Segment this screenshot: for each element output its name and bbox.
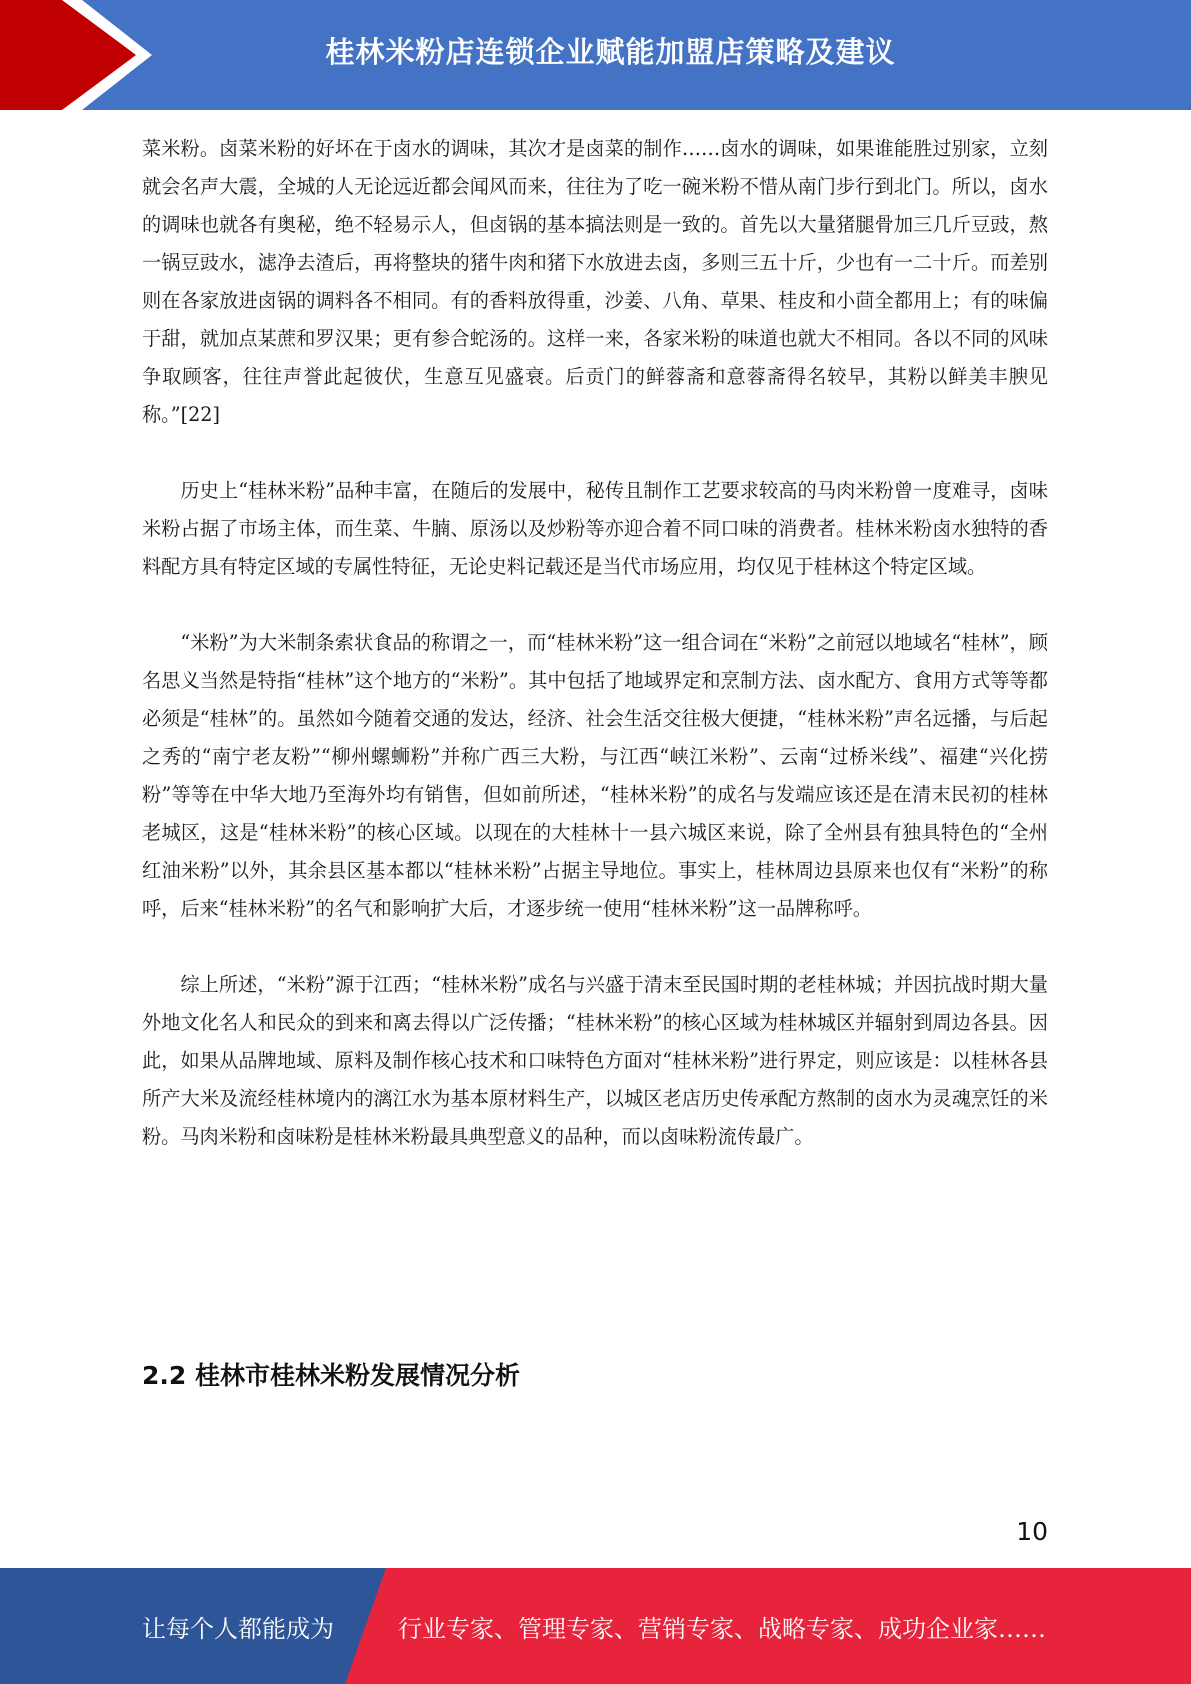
body-paragraph-3: “米粉”为大米制条索状食品的称谓之一，而“桂林米粉”这一组合词在“米粉”之前冠以地域名“桂林”，顾名思义当然是特指“桂林”这个地方的“米粉”。其中包括了地域界定和烹制方法、卤水配方、食用方式等等都必须是“桂林”的。虽然如今随着交通的发达，经济、社会生活交往极大便捷，“桂林米粉”声名远播，与后起之秀的“南宁老友粉”“柳州螺蛳粉”并称广西三大粉，与江西“峡江米粉”、云南“过桥米线”、福建“兴化捞粉”等等在中华大地乃至海外均有销售，但如前所述，“桂林米粉”的成名与发端应该还是在清末民初的桂林老城区，这是“桂林米粉”的核心区域。以现在的大桂林十一县六城区来说，除了全州县有独具特色的“全州红油米粉”以外，其余县区基本都以“桂林米粉”占据主导地位。事实上，桂林周边县原来也仅有“米粉”的称呼，后来“桂林米粉”的名气和影响扩大后，才逐步统一使用“桂林米粉”这一品牌称呼。 [142,631,1048,920]
footer-slogan-right: 行业专家、管理专家、营销专家、战略专家、成功企业家…… [398,1614,1046,1643]
header-title: 桂林米粉店连锁企业赋能加盟店策略及建议 [325,34,896,69]
header-red-chevron [0,0,148,110]
body-paragraph-1: 菜米粉。卤菜米粉的好坏在于卤水的调味，其次才是卤菜的制作……卤水的调味，如果谁能胜过别家，立刻就会名声大震，全城的人无论远近都会闻风而来，往往为了吃一碗米粉不惜从南门步行到北门。所以，卤水的调味也就各有奥秘，绝不轻易示人，但卤锅的基本搞法则是一致的。首先以大量猪腿骨加三几斤豆豉，熬一锅豆豉水，滤净去渣后，再将整块的猪牛肉和猪下水放进去卤，多则三五十斤，少也有一二十斤。而差别则在各家放进卤锅的调料各不相同。有的香料放得重，沙姜、八角、草果、桂皮和小茴全都用上；有的味偏于甜，就加点某蔗和罗汉果；更有参合蛇汤的。这样一来，各家米粉的味道也就大不相同。各以不同的风味争取顾客，往往声誉此起彼伏，生意互见盛衰。后贡门的鲜蓉斋和意蓉斋得名较早，其粉以鲜美丰腴见称。”[22] [142,137,1048,426]
page-footer [0,1568,1191,1684]
section-heading: 2.2 桂林市桂林米粉发展情况分析 [142,1361,520,1390]
page-header [0,0,1191,110]
body-paragraph-2: 历史上“桂林米粉”品种丰富，在随后的发展中，秘传且制作工艺要求较高的马肉米粉曾一度难寻，卤味米粉占据了市场主体，而生菜、牛腩、原汤以及炒粉等亦迎合着不同口味的消费者。桂林米粉卤水独特的香料配方具有特定区域的专属性特征，无论史料记载还是当代市场应用，均仅见于桂林这个特定区域。 [142,479,1048,578]
body-paragraph-4: 综上所述，“米粉”源于江西；“桂林米粉”成名与兴盛于清末至民国时期的老桂林城；并因抗战时期大量外地文化名人和民众的到来和离去得以广泛传播；“桂林米粉”的核心区域为桂林城区并辐射到周边各县。因此，如果从品牌地域、原料及制作核心技术和口味特色方面对“桂林米粉”进行界定，则应该是：以桂林各县所产大米及流经桂林境内的漓江水为基本原材料生产，以城区老店历史传承配方熬制的卤水为灵魂烹饪的米粉。马肉米粉和卤味粉是桂林米粉最具典型意义的品种，而以卤味粉流传最广。 [142,973,1048,1148]
document-body [142,130,1048,1156]
page-number: 10 [1016,1517,1048,1546]
footer-slogan-left: 让每个人都能成为 [142,1614,334,1643]
